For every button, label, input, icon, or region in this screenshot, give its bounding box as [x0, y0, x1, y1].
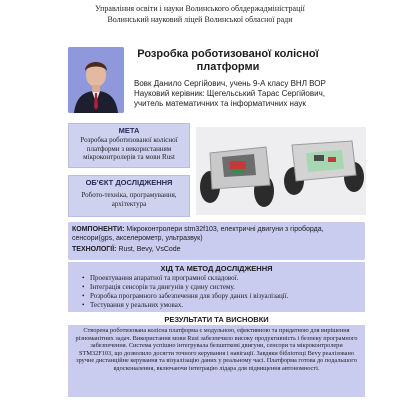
- robots-photo: [196, 127, 366, 215]
- method-item: • Тестування у реальних умовах.: [90, 301, 370, 310]
- results-text: Створена роботизована колісна платформа є модульною, ефективною та придатною для вирішення різноманітних задач. Використання мови Rust забезпечило високу продуктивність і безпеку програмного забезпечення. Система успішно інтегрувала безшпткові двигуни, сенсори та мікроконтролери STM32F103, що дозволило досягти точного керування і навігації. Завдяки бібліотеці Bevy реалізовано зручне дистанційне керування та візуалізацію даних у реальному часі. Платформа готова до подальшого вдосконалення, включаючи інтеграцію лідара для підвищення автономності.: [75, 327, 358, 372]
- institution-line-1: Управління освіти і науки Волинського облдержадміністрації: [95, 4, 305, 13]
- results-heading: РЕЗУЛЬТАТИ ТА ВИСНОВКИ: [164, 315, 269, 324]
- project-title: Розробка роботизованої колісної платформи: [137, 48, 319, 73]
- technologies-text: Rust, Bevy, VsCode: [118, 246, 181, 253]
- components-label: КОМПОНЕНТИ:: [72, 226, 125, 233]
- technologies-row: [72, 245, 360, 254]
- components-row: [72, 225, 360, 243]
- object-heading: ОБ'ЄКТ ДОСЛІДЖЕННЯ: [85, 178, 173, 187]
- method-panel: [68, 262, 365, 312]
- goal-heading: МЕТА: [118, 126, 140, 135]
- author-line: Вовк Данило Сергійович, учень 9-А класу ВНЛ ВОР: [134, 79, 326, 88]
- technologies-label: ТЕХНОЛОГІЇ:: [72, 246, 117, 253]
- supervisor-line: Науковий керівник: Щегельський Тарас Сергійович,: [134, 89, 325, 98]
- method-item: • Розробка програмного забезпечення для збору даних і візуалізації.: [90, 292, 370, 301]
- components-text: Мікроконтролери stm32f103, електричні двигуни з гіроборда, сенсори(gps, акселерометр, ультразвук): [72, 226, 324, 242]
- author-photo: [68, 47, 124, 113]
- components-panel: [68, 222, 365, 260]
- method-item: • Інтеграція сенсорів та двигунів у єдину систему.: [90, 283, 370, 292]
- robot-platform-image: [196, 127, 366, 215]
- author-info: [134, 79, 364, 109]
- method-item: • Проектування апаратної та програмної складової.: [90, 274, 370, 283]
- method-list: [80, 274, 370, 310]
- results-panel: [68, 325, 365, 397]
- object-text: Робото-техніка, програмування, архітектура: [81, 191, 177, 208]
- method-heading: ХІД ТА МЕТОД ДОСЛІДЖЕННЯ: [160, 264, 273, 273]
- object-card: [68, 175, 190, 217]
- goal-text: Розробка роботизованої колісної платформи з використанням мікроконтролерів та мови Rust: [80, 136, 178, 161]
- supervisor-role: учитель математичних та інформатичних наук: [134, 99, 306, 108]
- author-portrait-image: [68, 47, 124, 113]
- institution-line-2: Волинський науковий ліцей Волинської обласної ради: [107, 15, 293, 24]
- goal-card: [68, 123, 190, 168]
